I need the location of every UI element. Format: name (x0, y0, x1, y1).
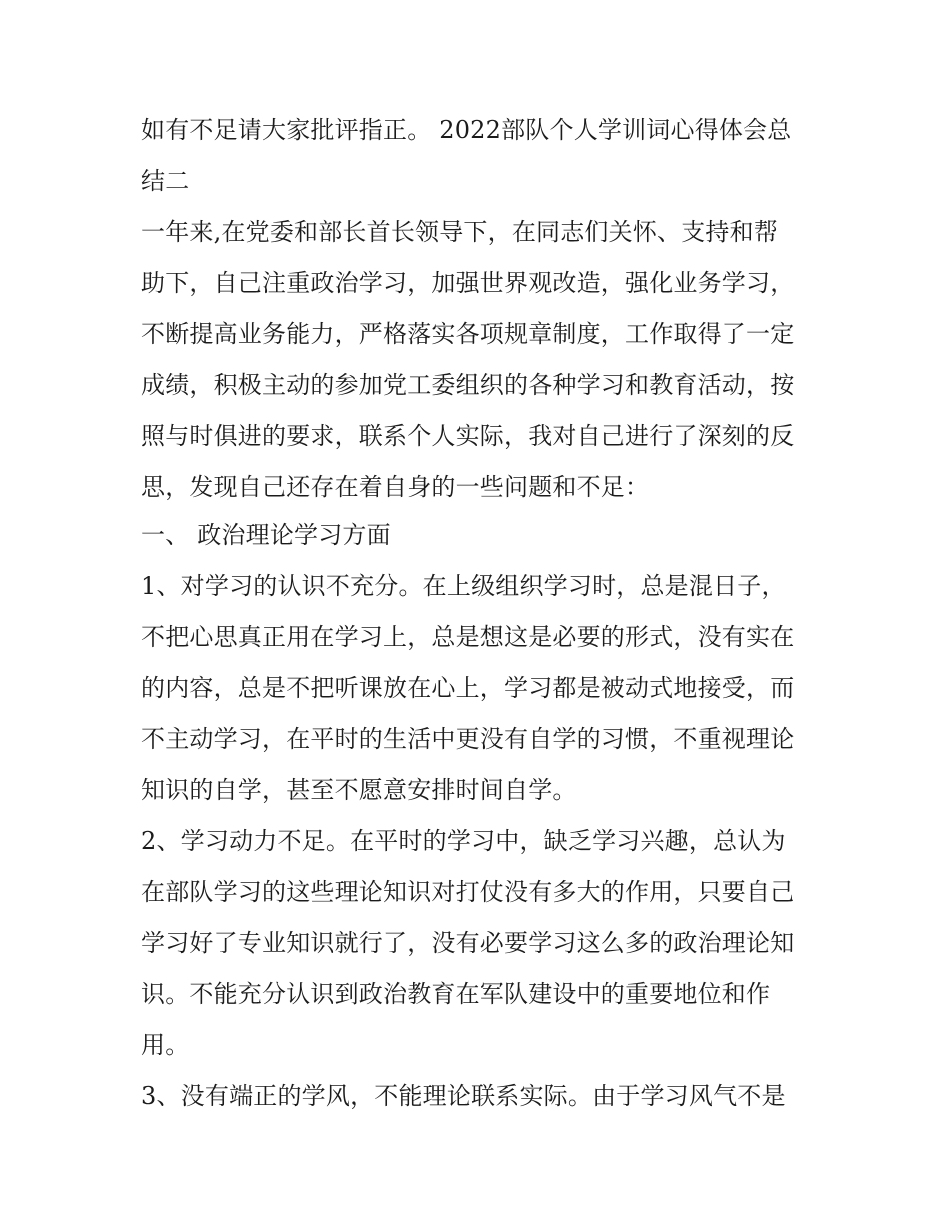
text-line-13: 不主动学习，在平时的生活中更没有自学的习惯，不重视理论 (141, 725, 795, 753)
text-line-4: 助下，自己注重政治学习，加强世界观改造，强化业务学习， (141, 269, 795, 297)
text-line-5: 不断提高业务能力，严格落实各项规章制度，工作取得了一定 (141, 320, 795, 348)
text-line-3: 一年来,在党委和部长首长领导下，在同志们关怀、支持和帮 (141, 218, 779, 246)
text-line-11: 不把心思真正用在学习上，总是想这是必要的形式，没有实在 (141, 623, 795, 651)
text-line-10: 1、对学习的认识不充分。在上级组织学习时，总是混日子， (141, 572, 786, 600)
section-heading: 一、 政治理论学习方面 (141, 521, 391, 549)
text-line-6: 成绩，积极主动的参加党工委组织的各种学习和教育活动，按 (141, 371, 795, 399)
text-line-8: 思，发现自己还存在着自身的一些问题和不足： (141, 473, 650, 501)
text-line-15: 2、学习动力不足。在平时的学习中，缺乏学习兴趣，总认为 (141, 827, 786, 855)
text-line-1: 如有不足请大家批评指正。 2022部队个人学训词心得体会总 (141, 116, 792, 144)
text-line-17: 学习好了专业知识就行了，没有必要学习这么多的政治理论知 (141, 929, 795, 957)
text-line-7: 照与时俱进的要求，联系个人实际，我对自己进行了深刻的反 (141, 422, 795, 450)
text-line-20: 3、没有端正的学风，不能理论联系实际。由于学习风气不是 (141, 1082, 786, 1110)
text-line-18: 识。不能充分认识到政治教育在军队建设中的重要地位和作 (141, 980, 771, 1008)
text-line-14: 知识的自学，甚至不愿意安排时间自学。 (141, 776, 577, 804)
text-line-19: 用。 (141, 1031, 190, 1059)
text-line-12: 的内容，总是不把听课放在心上，学习都是被动式地接受，而 (141, 674, 795, 702)
text-line-16: 在部队学习的这些理论知识对打仗没有多大的作用，只要自己 (141, 878, 795, 906)
text-line-2: 结二 (141, 167, 190, 195)
